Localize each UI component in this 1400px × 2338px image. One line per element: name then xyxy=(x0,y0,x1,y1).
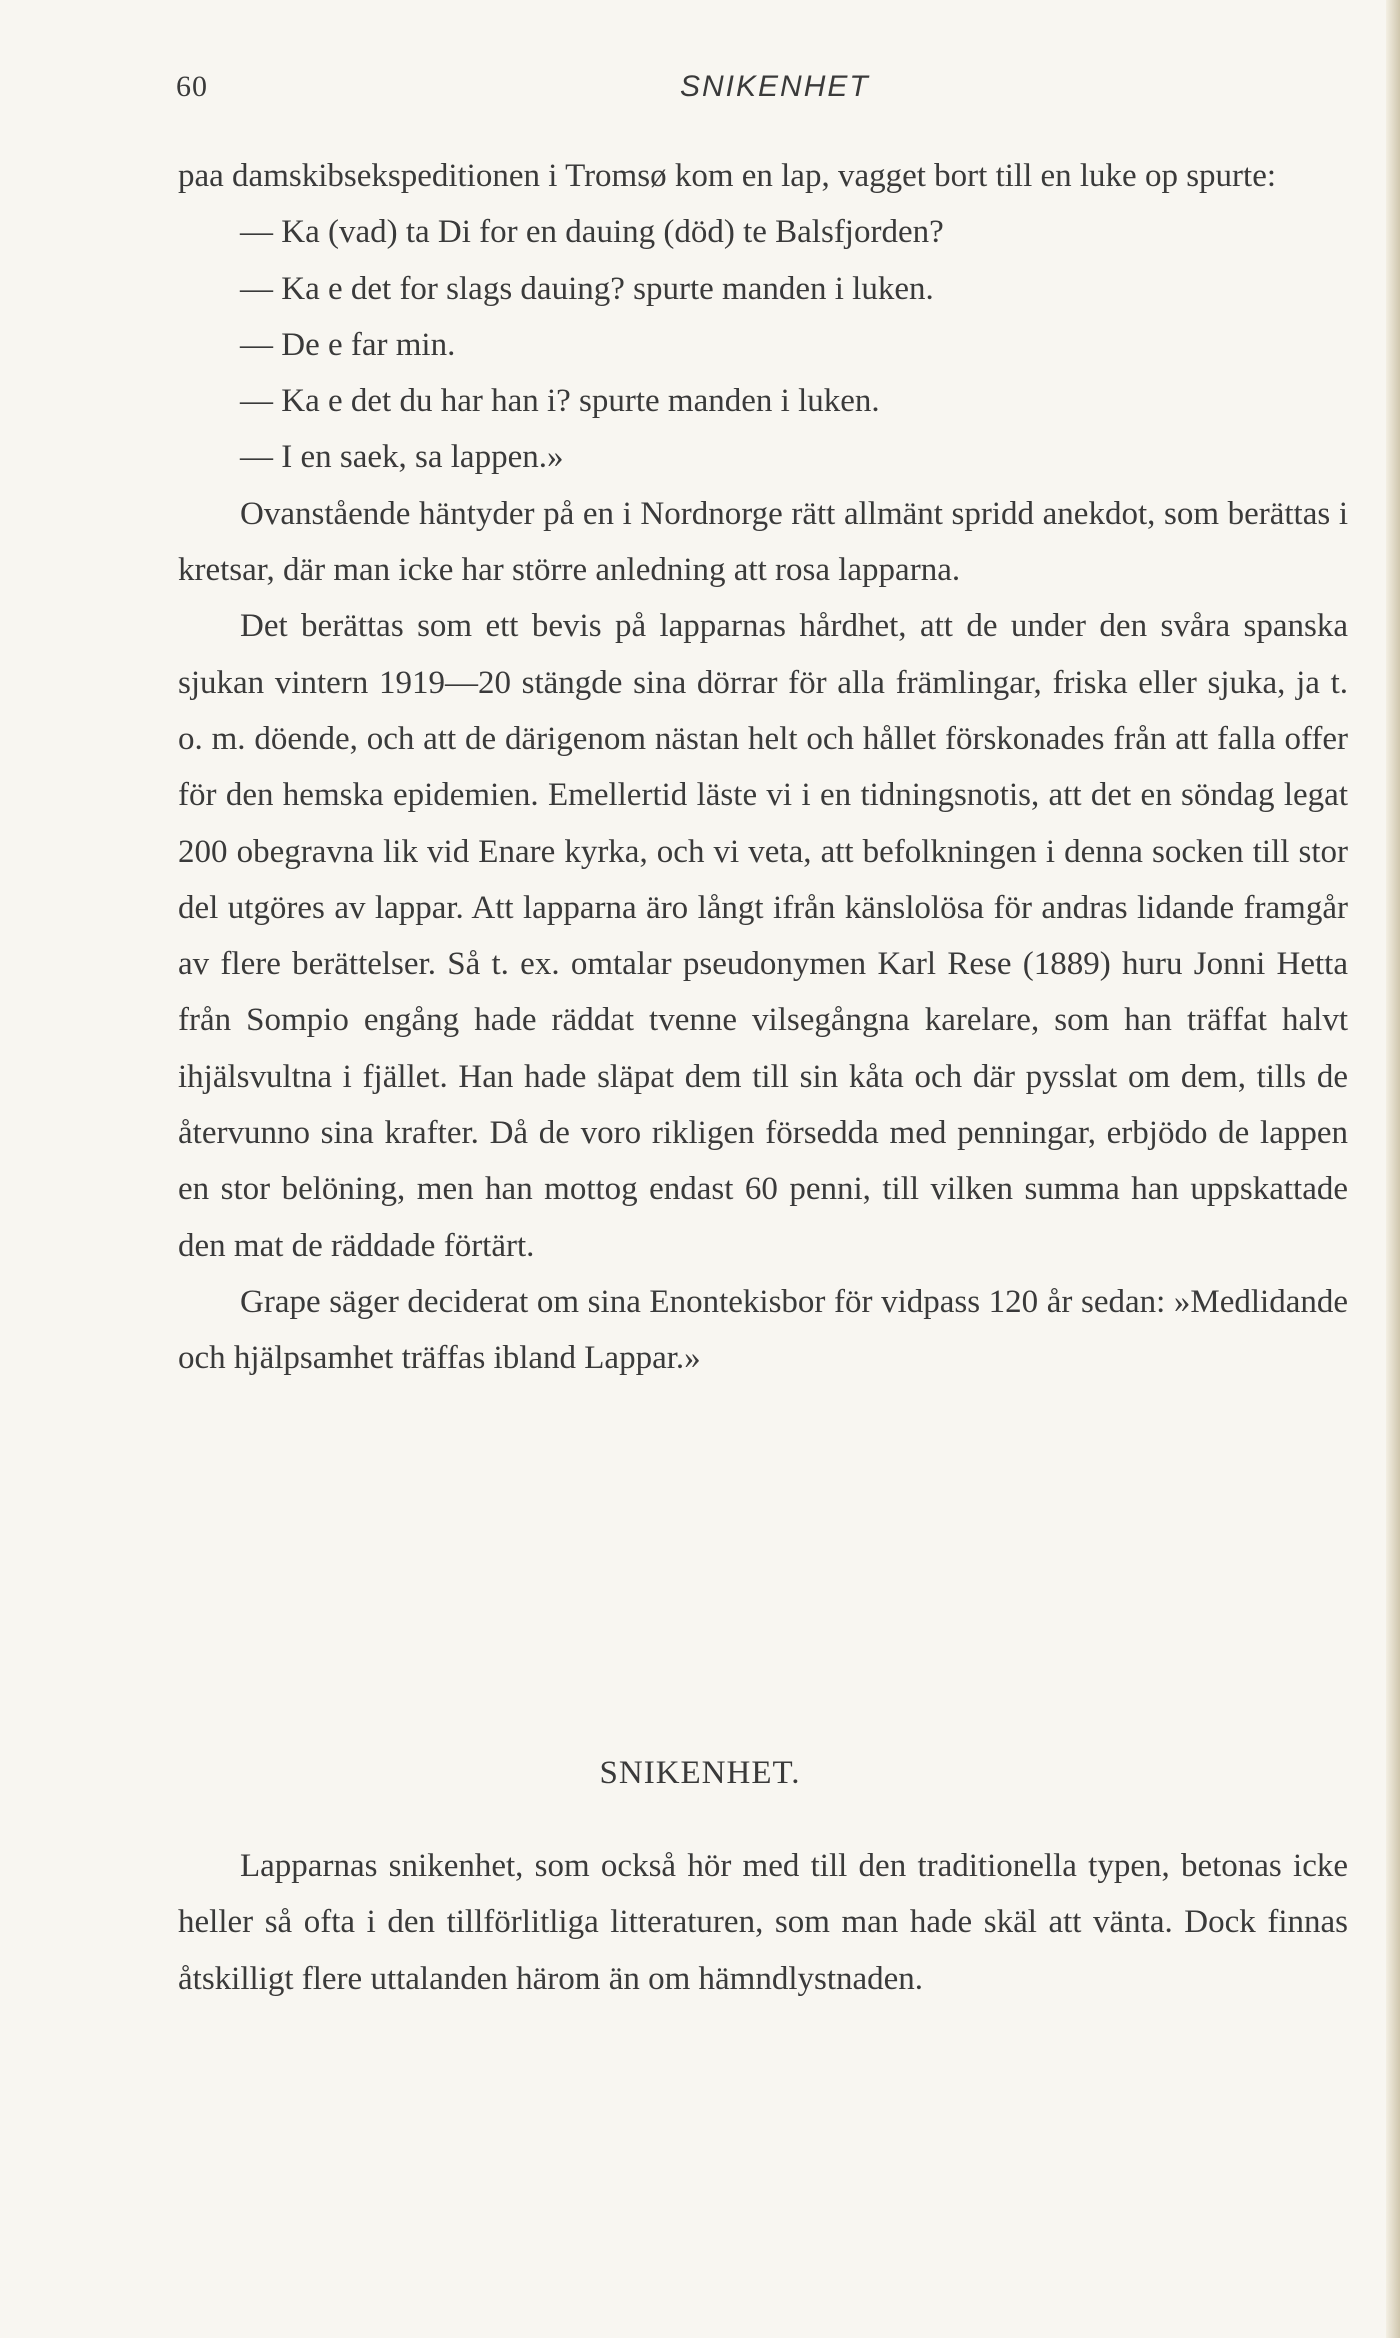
page-edge xyxy=(1386,0,1400,2338)
page-number: 60 xyxy=(176,70,208,103)
body-text-top xyxy=(178,148,1348,1387)
paragraph: Grape säger deciderat om sina Enontekisbor för vidpass 120 år sedan: »Medlidande och hjälpsamhet träffas ibland Lappar.» xyxy=(178,1283,1348,1377)
dialogue-line: — I en saek, sa lappen.» xyxy=(240,439,564,476)
body-text-bottom xyxy=(178,1838,1348,2007)
paragraph: Ovanstående häntyder på en i Nordnorge rätt allmänt spridd anekdot, som berättas i kretsar, där man icke har större anledning att rosa lapparna. xyxy=(178,495,1348,589)
dialogue-line: — De e far min. xyxy=(240,326,456,363)
page-header xyxy=(176,64,1346,110)
paragraph: Lapparnas snikenhet, som också hör med till den traditionella typen, betonas icke heller så ofta i den tillförlitliga litteraturen, som man hade skäl att vänta. Dock finnas åtskilligt flere uttalanden härom än om hämndlystnaden. xyxy=(178,1848,1348,1997)
paragraph: paa damskibsekspeditionen i Tromsø kom en lap, vagget bort till en luke op spurte: xyxy=(178,158,1277,194)
dialogue-line: — Ka e det for slags dauing? spurte manden i luken. xyxy=(240,270,934,307)
section-heading: SNIKENHET. xyxy=(599,1755,801,1791)
dialogue-line: — Ka (vad) ta Di for en dauing (död) te Balsfjorden? xyxy=(240,214,944,251)
paragraph: Det berättas som ett bevis på lapparnas hårdhet, att de under den svåra spanska sjukan vintern 1919—20 stängde sina dörrar för alla främlingar, friska eller sjuka, ja t. o. m. döende, och att de därigenom nästan helt och hållet förskonades från att falla offer för den hemska epidemien. Emellertid läste vi i en tidningsnotis, att det en söndag legat 200 obegravna lik vid Enare kyrka, och vi veta, att befolkningen i denna socken till stor del utgöres av lappar. Att lapparna äro långt ifrån känslolösa för andras lidande framgår av flere berättelser. Så t. ex. omtalar pseudonymen Karl Rese (1889) huru Jonni Hetta från Sompio engång hade räddat tvenne vilsegångna karelare, som han träffat halvt ihjälsvultna i fjället. Han hade släpat dem till sin kåta och där pysslat om dem, tills de återvunno sina krafter. Då de voro rikligen försedda med penningar, erbjödo de lappen en stor belöning, men han mottog endast 60 penni, till vilken summa han uppskattade den mat de räddade förtärt. xyxy=(178,608,1348,1264)
dialogue-line: — Ka e det du har han i? spurte manden i luken. xyxy=(240,383,880,420)
running-head: SNIKENHET xyxy=(680,70,870,103)
